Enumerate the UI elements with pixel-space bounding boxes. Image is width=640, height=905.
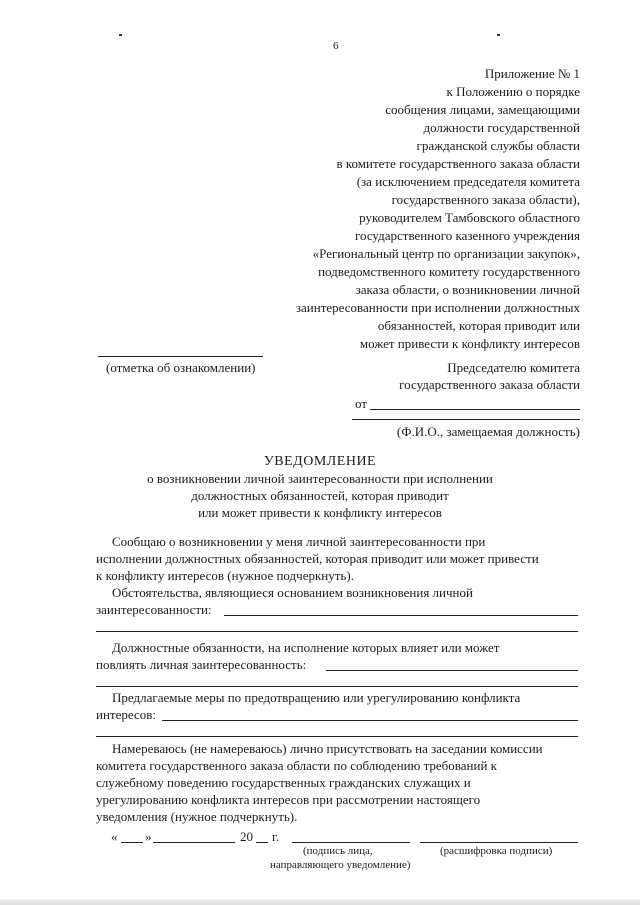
body-text: урегулированию конфликта интересов при рассмотрении настоящего xyxy=(96,792,481,807)
circumstances-field[interactable] xyxy=(224,615,578,616)
date-quote-close: » xyxy=(145,829,152,844)
body-text: Предлагаемые меры по предотвращению или урегулированию конфликта xyxy=(112,690,521,705)
appendix-line: гражданской службы области xyxy=(416,138,580,153)
from-field-2[interactable] xyxy=(352,419,580,420)
signature-field[interactable] xyxy=(292,842,410,843)
appendix-line: Приложение № 1 xyxy=(484,66,580,81)
notice-subtitle: или может привести к конфликту интересов xyxy=(198,505,442,520)
appendix-line: государственного казенного учреждения xyxy=(355,228,580,243)
body-text: комитета государственного заказа области по соблюдению требований к xyxy=(96,758,497,773)
notice-heading: УВЕДОМЛЕНИЕ xyxy=(263,454,377,469)
appendix-line: «Региональный центр по организации закупок», xyxy=(312,246,580,261)
scan-bottom-edge xyxy=(0,899,640,905)
addressee-line: государственного заказа области xyxy=(399,377,580,392)
body-text: интересов: xyxy=(96,707,156,722)
scan-speck xyxy=(119,34,122,36)
date-year-prefix: 20 xyxy=(240,829,253,844)
body-text: исполнении должностных обязанностей, которая приводит или может привести xyxy=(96,551,539,566)
appendix-line: обязанностей, которая приводит или xyxy=(377,318,580,333)
date-year-suffix: г. xyxy=(272,829,280,844)
signature-caption: (подпись лица, xyxy=(303,845,373,857)
body-text: к конфликту интересов (нужное подчеркнуть). xyxy=(96,568,354,583)
body-text: повлиять личная заинтересованность: xyxy=(96,657,307,672)
notice-subtitle: должностных обязанностей, которая приводит xyxy=(191,488,449,503)
appendix-line: к Положению о порядке xyxy=(446,84,580,99)
notice-subtitle: о возникновении личной заинтересованности при исполнении xyxy=(147,471,493,486)
signature-caption: направляющего уведомление) xyxy=(270,859,411,871)
appendix-line: в комитете государственного заказа области xyxy=(336,156,580,171)
appendix-line: подведомственного комитету государственного xyxy=(318,264,580,279)
duties-field-2[interactable] xyxy=(96,686,578,687)
fio-caption: (Ф.И.О., замещаемая должность) xyxy=(396,424,580,439)
body-text: служебному поведению государственных гражданских служащих и xyxy=(96,775,471,790)
body-text: Намереваюсь (не намереваюсь) лично присутствовать на заседании комиссии xyxy=(112,741,543,756)
from-label: от xyxy=(355,396,368,411)
measures-field-2[interactable] xyxy=(96,736,578,737)
decode-caption: (расшифровка подписи) xyxy=(440,845,553,857)
appendix-line: руководителем Тамбовского областного xyxy=(359,210,580,225)
acknowledgement-line[interactable] xyxy=(98,356,263,357)
appendix-line: сообщения лицами, замещающими xyxy=(385,102,580,117)
date-year-field[interactable] xyxy=(256,842,268,843)
appendix-line: заинтересованности при исполнении должностных xyxy=(295,300,580,315)
date-day-field[interactable] xyxy=(121,842,143,843)
circumstances-field-2[interactable] xyxy=(96,631,578,632)
date-quote-open: « xyxy=(111,829,118,844)
duties-field[interactable] xyxy=(326,670,578,671)
addressee-line: Председателю комитета xyxy=(447,360,580,375)
from-field[interactable] xyxy=(370,409,580,410)
body-text: заинтересованности: xyxy=(96,602,212,617)
body-text: уведомления (нужное подчеркнуть). xyxy=(96,809,298,824)
body-text: Обстоятельства, являющиеся основанием возникновения личной xyxy=(112,585,473,600)
acknowledgement-caption: (отметка об ознакомлении) xyxy=(106,360,256,375)
body-text: Должностные обязанности, на исполнение которых влияет или может xyxy=(112,640,500,655)
measures-field[interactable] xyxy=(162,720,578,721)
body-text: Сообщаю о возникновении у меня личной заинтересованности при xyxy=(112,534,486,549)
appendix-line: (за исключением председателя комитета xyxy=(356,174,580,189)
appendix-line: может привести к конфликту интересов xyxy=(359,336,580,351)
date-month-field[interactable] xyxy=(153,842,235,843)
scan-speck xyxy=(497,34,500,36)
signature-decode-field[interactable] xyxy=(420,842,578,843)
appendix-line: государственного заказа области), xyxy=(391,192,580,207)
appendix-line: должности государственной xyxy=(423,120,580,135)
appendix-line: заказа области, о возникновении личной xyxy=(355,282,580,297)
page-number: 6 xyxy=(333,40,339,52)
